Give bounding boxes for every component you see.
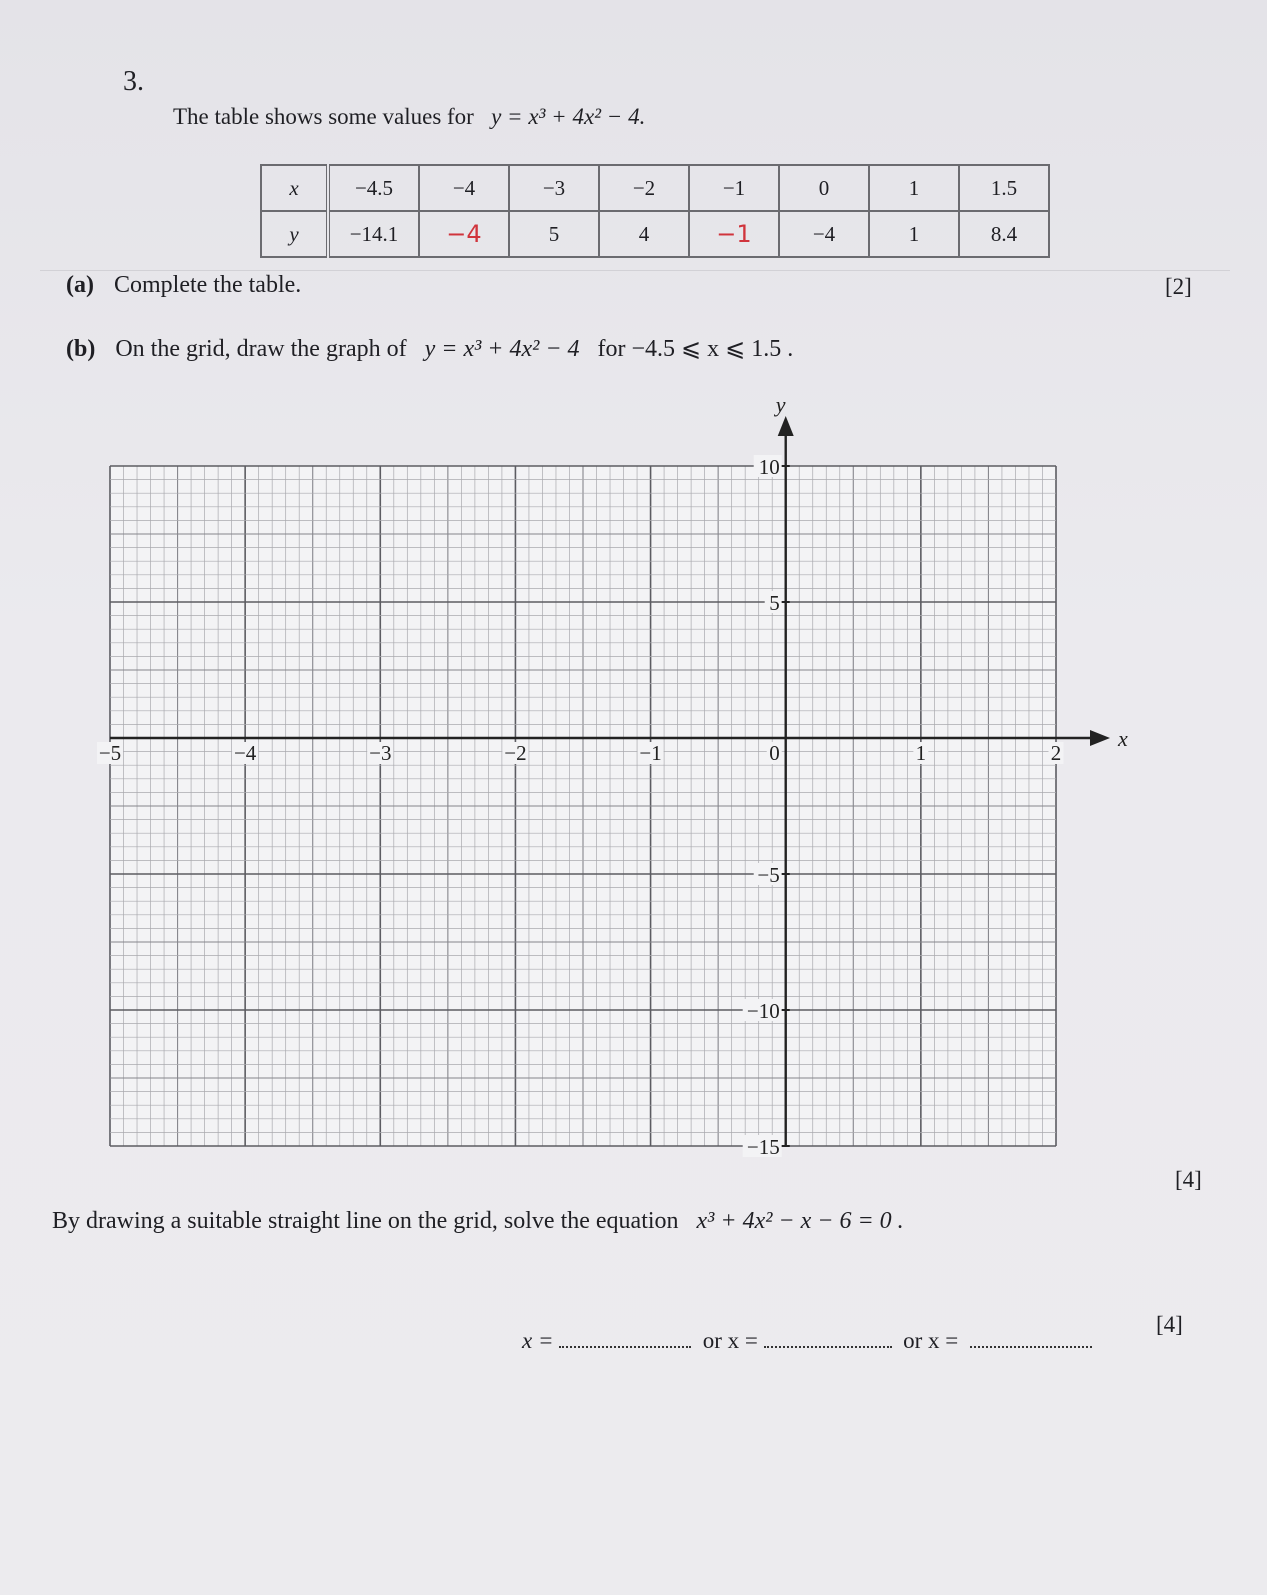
x-tick-label: −3 bbox=[369, 741, 392, 765]
y-axis-label: y bbox=[775, 392, 786, 417]
y-cell: 8.4 bbox=[959, 211, 1049, 257]
y-tick-label: −5 bbox=[757, 863, 780, 887]
part-a-text: Complete the table. bbox=[113, 272, 302, 298]
part-b-range: for −4.5 ⩽ x ⩽ 1.5 . bbox=[597, 336, 794, 362]
part-c-equation: x³ + 4x² − x − 6 = 0 . bbox=[696, 1208, 904, 1234]
question-number: 3. bbox=[123, 66, 144, 97]
x-tick-label: −2 bbox=[504, 741, 527, 765]
y-cell: 5 bbox=[509, 211, 599, 257]
part-c bbox=[52, 1208, 904, 1235]
part-b-label: (b) bbox=[66, 336, 96, 362]
answer-x2-label: or x = bbox=[702, 1328, 758, 1353]
x-tick-label: −5 bbox=[98, 741, 122, 765]
y-tick-label: −15 bbox=[746, 1135, 780, 1159]
answer-x1-blank[interactable] bbox=[559, 1328, 691, 1348]
y-cell: −4 bbox=[779, 211, 869, 257]
answer-x2-blank[interactable] bbox=[764, 1328, 892, 1348]
x-axis-arrow bbox=[1090, 730, 1110, 746]
x-tick-label: 0 bbox=[769, 741, 780, 765]
x-cell: 1 bbox=[869, 165, 959, 211]
x-cell: −4.5 bbox=[328, 165, 419, 211]
x-cell: −4 bbox=[419, 165, 509, 211]
y-tick-label: −10 bbox=[746, 999, 780, 1023]
part-b-equation: y = x³ + 4x² − 4 bbox=[424, 336, 580, 362]
answer-x3-blank[interactable] bbox=[970, 1328, 1092, 1348]
part-b-marks: [4] bbox=[1175, 1167, 1202, 1192]
part-b-text: On the grid, draw the graph of bbox=[115, 336, 407, 362]
answer-x1-label: x = bbox=[522, 1328, 554, 1353]
x-cell: −2 bbox=[599, 165, 689, 211]
answer-x3-label: or x = bbox=[903, 1328, 959, 1353]
y-axis-arrow bbox=[778, 416, 794, 436]
x-axis-label: x bbox=[1118, 726, 1128, 751]
part-c-marks: [4] bbox=[1156, 1312, 1183, 1337]
part-a-marks: [2] bbox=[1165, 274, 1192, 299]
answer-line bbox=[522, 1328, 1092, 1354]
y-row-header: y bbox=[261, 211, 328, 257]
x-row-header: x bbox=[261, 165, 328, 211]
y-cell-handwritten[interactable]: −1 bbox=[689, 211, 779, 257]
x-cell: −3 bbox=[509, 165, 599, 211]
part-c-text: By drawing a suitable straight line on the grid, solve the equation bbox=[52, 1208, 679, 1234]
y-cell: 4 bbox=[599, 211, 689, 257]
y-cell: −14.1 bbox=[328, 211, 419, 257]
intro-equation: y = x³ + 4x² − 4. bbox=[491, 104, 646, 129]
x-cell: 0 bbox=[779, 165, 869, 211]
x-tick-label: 2 bbox=[1050, 741, 1062, 765]
x-tick-label: −1 bbox=[639, 741, 662, 765]
y-cell: 1 bbox=[869, 211, 959, 257]
y-cell-handwritten[interactable]: −4 bbox=[419, 211, 509, 257]
x-tick-label: 1 bbox=[915, 741, 927, 765]
x-cell: 1.5 bbox=[959, 165, 1049, 211]
part-a-label: (a) bbox=[66, 272, 94, 298]
x-tick-label: −4 bbox=[233, 741, 257, 765]
y-tick-label: 5 bbox=[769, 591, 780, 615]
x-cell: −1 bbox=[689, 165, 779, 211]
intro-text: The table shows some values for bbox=[173, 104, 474, 129]
y-tick-label: 10 bbox=[758, 455, 780, 479]
